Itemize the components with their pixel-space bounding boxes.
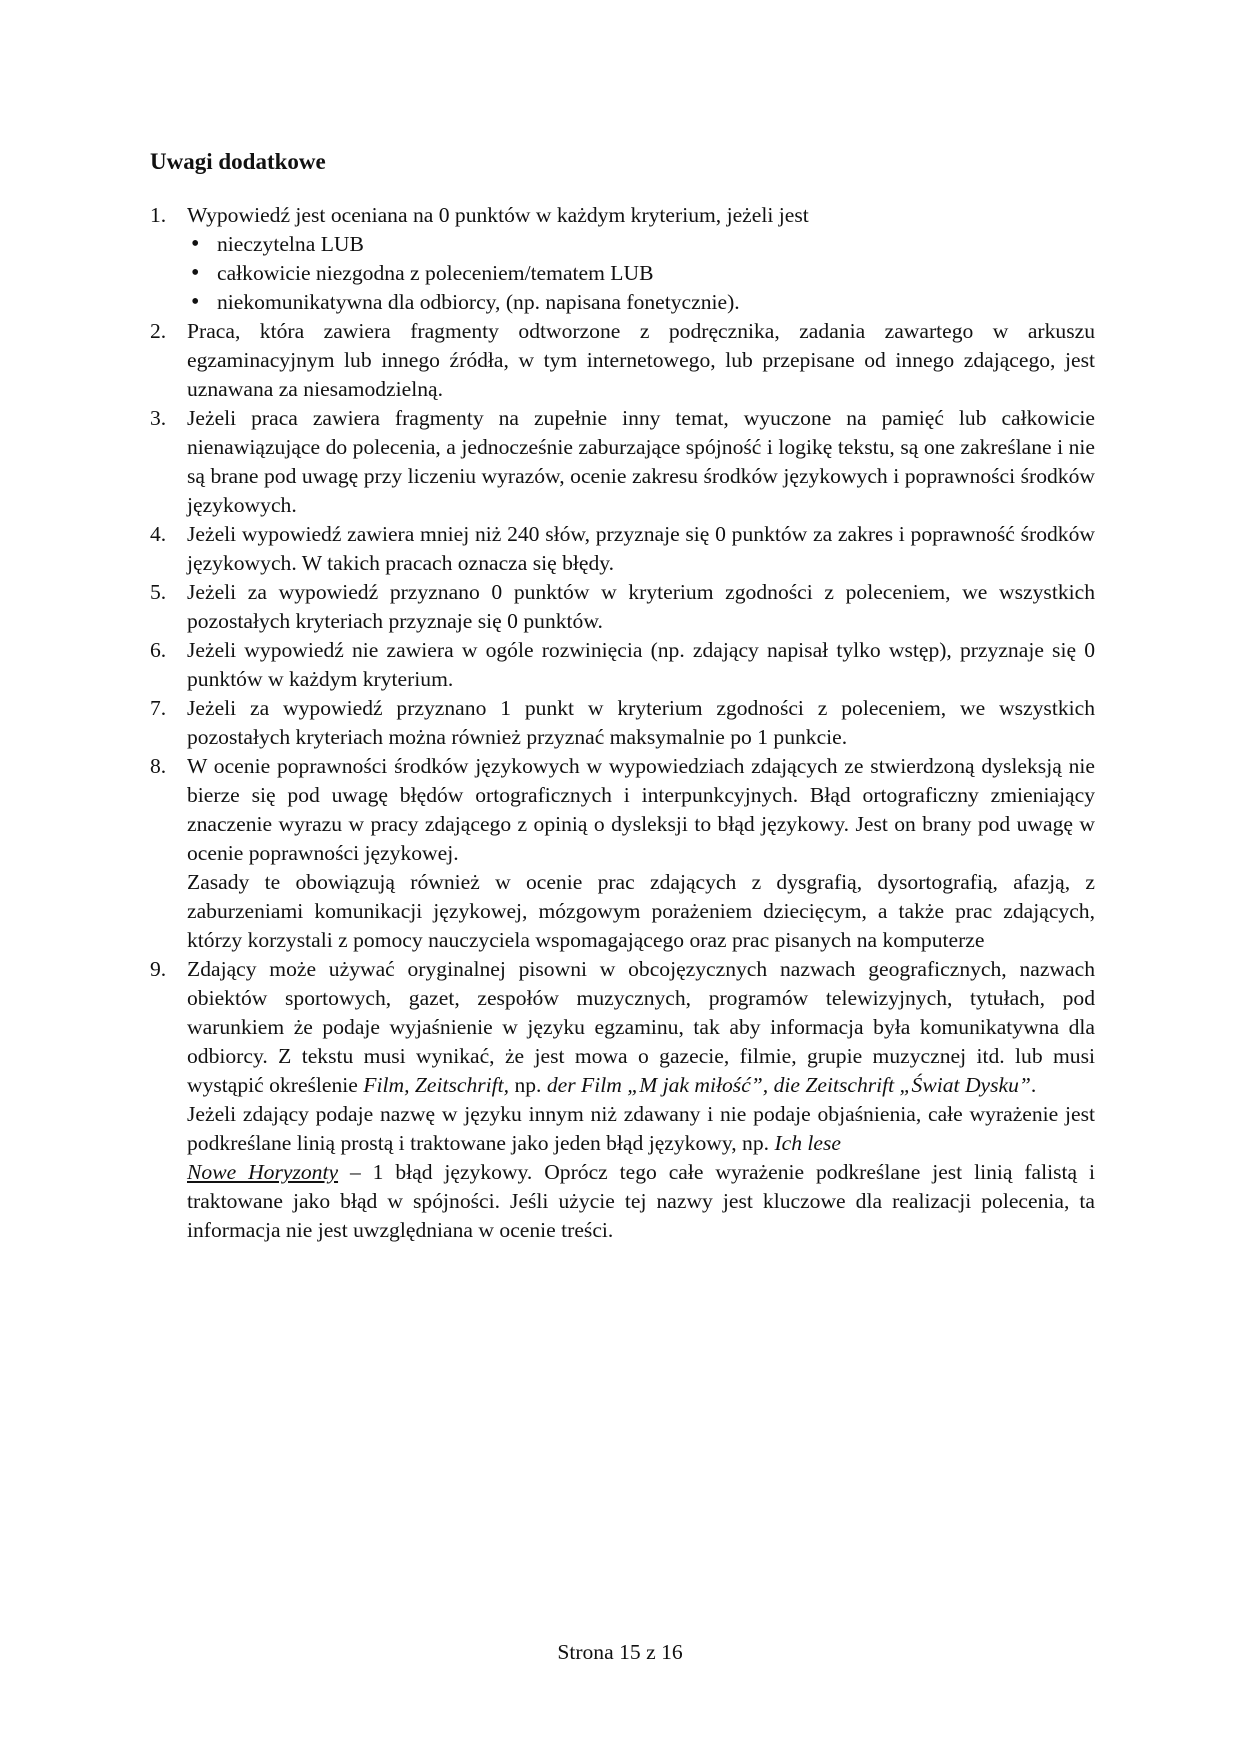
list-item (150, 520, 1095, 578)
item-number: 8. (150, 753, 167, 778)
item-number: 4. (150, 521, 167, 546)
text-run: – 1 błąd językowy. Oprócz tego całe wyrażenie podkreślane jest linią falistą i traktowane jako błąd w spójności. Jeśli użycie tej nazwy jest kluczowe dla realizacji polecenia, ta informacja nie jest uwzględniana w ocenie treści. (187, 1159, 1095, 1242)
item-text: W ocenie poprawności środków językowych w wypowiedziach zdających ze stwierdzoną dysleksją nie bierze się pod uwagę błędów ortograficznych i interpunkcyjnych. Błąd ortograficzny zmieniający znaczenie wyrazu w pracy zdającego z opinią o dysleksji to błąd językowy. Jest on brany pod uwagę w ocenie poprawności językowej. (187, 753, 1095, 865)
list-item (150, 201, 1095, 317)
list-item (150, 578, 1095, 636)
item-text: Jeżeli za wypowiedź przyznano 0 punktów w kryterium zgodności z poleceniem, we wszystkich pozostałych kryteriach przyznaje się 0 punktów. (187, 579, 1095, 633)
item-text-continued: Zasady te obowiązują również w ocenie prac zdających z dysgrafią, dysortografią, afazją, z zaburzeniami komunikacji językowej, mózgowym porażeniem dziecięcym, a także prac zdających, którzy korzystali z pomocy nauczyciela wspomagającego oraz prac pisanych na komputerze (187, 869, 1095, 952)
bullet-item: • nieczytelna LUB (189, 230, 1095, 259)
remarks-list (150, 201, 1095, 1245)
section-heading: Uwagi dodatkowe (150, 149, 326, 174)
text-run: Zdający może używać oryginalnej pisowni w obcojęzycznych nazwach geograficznych, nazwach obiektów sportowych, gazet, zespołów muzycznych, programów telewizyjnych, tytułach, pod warunkiem że podaje wyjaśnienie w języku egzaminu, tak aby informacja była komunikatywna dla odbiorcy. Z tekstu musi wynikać, że jest mowa o gazecie, filmie, grupie muzycznej itd. lub musi wystąpić określenie (187, 956, 1095, 1097)
list-item (150, 955, 1095, 1245)
bullet-item: • całkowicie niezgodna z poleceniem/tematem LUB (189, 259, 1095, 288)
underlined-example: Nowe Horyzonty (187, 1159, 339, 1184)
item-text: Jeżeli wypowiedź nie zawiera w ogóle rozwinięcia (np. zdający napisał tylko wstęp), przyznaje się 0 punktów w każdym kryterium. (187, 637, 1095, 691)
page-footer: Strona 15 z 16 (557, 1640, 683, 1664)
list-item (150, 694, 1095, 752)
item-text: Jeżeli wypowiedź zawiera mniej niż 240 słów, przyznaje się 0 punktów za zakres i poprawność środków językowych. W takich pracach oznacza się błędy. (187, 521, 1095, 575)
item-number: 3. (150, 405, 167, 430)
bullet-list (187, 230, 1095, 317)
italic-example: der Film „M jak miłość”, die Zeitschrift „Świat Dysku” (546, 1072, 1031, 1097)
item-number: 9. (150, 956, 167, 981)
item-text: Jeżeli za wypowiedź przyznano 1 punkt w kryterium zgodności z poleceniem, we wszystkich pozostałych kryteriach można również przyznać maksymalnie po 1 punkcie. (187, 695, 1095, 749)
document-body (150, 148, 1095, 1245)
item-number: 1. (150, 202, 167, 227)
list-item (150, 404, 1095, 520)
item-paragraph-2 (187, 1100, 1095, 1245)
list-item (150, 752, 1095, 955)
italic-term: Film, Zeitschrift, (363, 1072, 510, 1097)
item-number: 6. (150, 637, 167, 662)
item-number: 2. (150, 318, 167, 343)
text-run: np. (509, 1072, 547, 1097)
text-run: Jeżeli zdający podaje nazwę w języku innym niż zdawany i nie podaje objaśnienia, całe wyrażenie jest podkreślane linią prostą i traktowane jako jeden błąd językowy, np. (187, 1101, 1095, 1155)
item-text: Praca, która zawiera fragmenty odtworzone z podręcznika, zadania zawartego w arkuszu egzaminacyjnym lub innego źródła, w tym internetowego, lub przepisane od innego zdającego, jest uznawana za niesamodzielną. (187, 318, 1095, 401)
item-paragraph-1 (187, 955, 1095, 1100)
bullet-item: • niekomunikatywna dla odbiorcy, (np. napisana fonetycznie). (189, 288, 1095, 317)
item-number: 7. (150, 695, 167, 720)
list-item (150, 636, 1095, 694)
item-text: Jeżeli praca zawiera fragmenty na zupełnie inny temat, wyuczone na pamięć lub całkowicie nienawiązujące do polecenia, a jednocześnie zaburzające spójność i logikę tekstu, są one zakreślane i nie są brane pod uwagę przy liczeniu wyrazów, ocenie zakresu środków językowych i poprawności środków językowych. (187, 405, 1095, 517)
text-run: . (1030, 1072, 1037, 1097)
item-number: 5. (150, 579, 167, 604)
item-text: Wypowiedź jest oceniana na 0 punktów w każdym kryterium, jeżeli jest (187, 202, 809, 227)
list-item (150, 317, 1095, 404)
italic-example: Ich lese (774, 1130, 841, 1155)
